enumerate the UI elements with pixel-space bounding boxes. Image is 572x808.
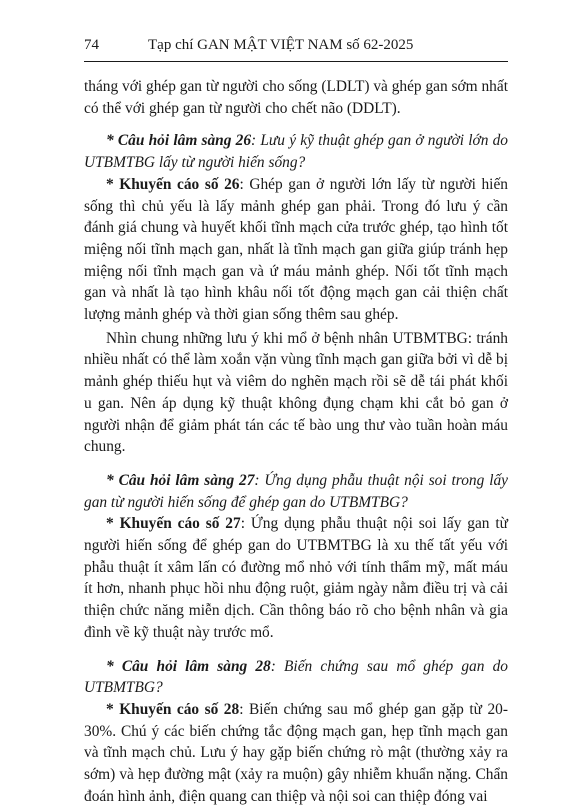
journal-title: Tạp chí GAN MẬT VIỆT NAM số 62-2025	[148, 37, 414, 53]
clinical-question-26	[84, 130, 508, 173]
question-26-text: : Lưu ý kỹ thuật ghép gan ở người lớn do UTBMTBG lấy từ người hiến sống?	[84, 132, 509, 172]
recommendation-28-text: : Biến chứng sau mổ ghép gan gặp từ 20-30%. Chú ý các biến chứng tắc động mạch gan, hẹp tĩnh mạch gan và tĩnh mạch chủ. Lưu ý hay gặp biến chứng rò mật (thường xảy ra sớm) và hẹp đường mật (xảy ra muộn) gây nhiễm khuẩn nặng. Chẩn đoán hình ảnh, điện quang can thiệp và nội soi can thiệp đóng vai	[84, 700, 508, 805]
question-26-label: * Câu hỏi lâm sàng 26	[106, 132, 252, 150]
question-28-label: * Câu hỏi lâm sàng 28	[106, 657, 271, 675]
header-rule	[84, 61, 508, 62]
recommendation-27-text: : Ứng dụng phẫu thuật nội soi lấy gan từ người hiến sống để ghép gan do UTBMTBG là xu thế tất yếu với phẫu thuật ít xâm lấn có đường mổ nhỏ với tính thẩm mỹ, mất máu ít hơn, nhanh phục hồi nhu động ruột, giảm ngày nằm điều trị và cải thiện chức năng miễn dịch. Cần thông báo rõ cho bệnh nhân và gia đình về kỹ thuật này trước mổ.	[84, 515, 508, 641]
question-27-text: : Ứng dụng phẫu thuật nội soi trong lấy gan từ người hiến sống để ghép gan do UTBMTBG?	[84, 471, 508, 511]
article-body	[84, 76, 508, 808]
paragraph-26-notes: Nhìn chung những lưu ý khi mổ ở bệnh nhân UTBMTBG: tránh nhiều nhất có thể làm xoắn vặn vùng tĩnh mạch gan giữa bởi vì dễ bị mảnh ghép thiếu hụt và viêm do nghẽn mạch rồi sẽ dễ tái phát khối u gan. Nên áp dụng kỹ thuật không đụng chạm khi cắt bỏ gan ở người nhận để giảm phát tán các tế bào ung thư vào tuần hoàn máu chung.	[84, 329, 508, 456]
recommendation-26	[84, 174, 508, 326]
clinical-question-27	[84, 470, 508, 513]
recommendation-27-label: * Khuyến cáo số 27	[106, 515, 241, 533]
clinical-question-28	[84, 656, 508, 699]
recommendation-26-label: * Khuyến cáo số 26	[106, 175, 240, 193]
recommendation-27	[84, 513, 508, 643]
question-28-text: : Biến chứng sau mổ ghép gan do UTBMTBG?	[84, 657, 508, 697]
intro-paragraph: tháng với ghép gan từ người cho sống (LDLT) và ghép gan sớm nhất có thể với ghép gan từ người cho chết não (DDLT).	[84, 78, 508, 117]
recommendation-28-label: * Khuyến cáo số 28	[106, 700, 240, 718]
recommendation-28	[84, 699, 508, 808]
page-number: 74	[84, 37, 99, 53]
recommendation-26-text: : Ghép gan ở người lớn lấy từ người hiến sống thì chủ yếu là lấy mảnh ghép gan phải. Trong đó lưu ý cần đánh giá chung và huyết khối tĩnh mạch cửa trước ghép, tạo hình tốt miệng nối tĩnh mạch gan, nhất là tĩnh mạch gan giữa giúp tránh hẹp miệng nối tĩnh mạch gan và ứ máu mảnh ghép. Nối tốt tĩnh mạch gan và nhất là tạo hình khâu nối tốt động mạch gan cải thiện chất lượng mảnh ghép và thời gian sống thêm sau ghép.	[84, 175, 508, 324]
question-27-label: * Câu hỏi lâm sàng 27	[106, 471, 255, 489]
